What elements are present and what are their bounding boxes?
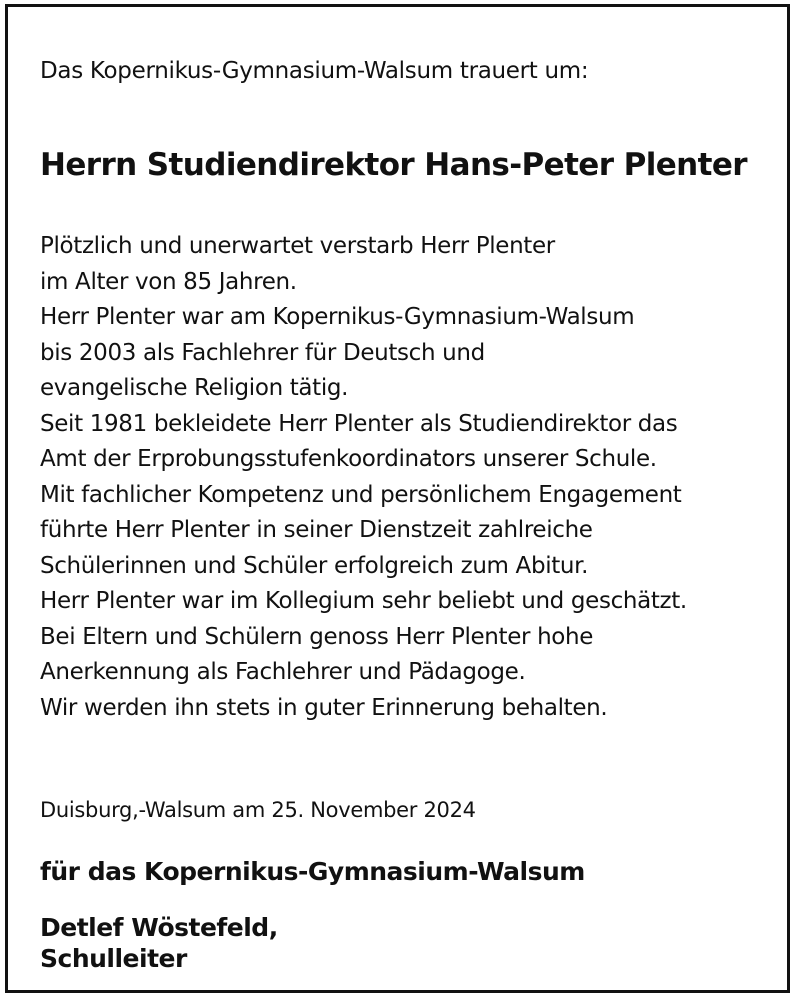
body-line: Bei Eltern und Schülern genoss Herr Plenter hohe [40,623,594,650]
signature-block [40,912,278,974]
body-line: führte Herr Plenter in seiner Dienstzeit zahlreiche [40,517,593,543]
body-line: bis 2003 als Fachlehrer für Deutsch und [40,339,485,366]
signer-name: Detlef Wöstefeld, [40,913,278,942]
body-line: Anerkennung als Fachlehrer und Pädagoge. [40,659,526,685]
notice-body [40,229,687,726]
place-and-date: Duisburg,-Walsum am 25. November 2024 [40,798,476,822]
obituary-notice [5,4,790,993]
body-line: im Alter von 85 Jahren. [40,268,297,295]
body-line: Plötzlich und unerwartet verstarb Herr Plenter [40,233,555,259]
body-line: Amt der Erprobungsstufenkoordinators unserer Schule. [40,446,657,472]
signer-title: Schulleiter [40,944,187,973]
organization-line: für das Kopernikus-Gymnasium-Walsum [40,857,585,886]
notice-content [40,7,787,990]
deceased-name: Herrn Studiendirektor Hans-Peter Plenter [40,147,747,183]
body-line: Herr Plenter war im Kollegium sehr beliebt und geschätzt. [40,588,687,614]
body-line: Schülerinnen und Schüler erfolgreich zum Abitur. [40,552,589,579]
body-line: evangelische Religion tätig. [40,375,349,401]
notice-intro: Das Kopernikus-Gymnasium-Walsum trauert um: [40,58,589,84]
body-line: Mit fachlicher Kompetenz und persönlichem Engagement [40,481,682,508]
body-line: Herr Plenter war am Kopernikus-Gymnasium-Walsum [40,304,635,330]
body-line: Seit 1981 bekleidete Herr Plenter als Studiendirektor das [40,410,678,437]
body-line: Wir werden ihn stets in guter Erinnerung behalten. [40,694,608,721]
